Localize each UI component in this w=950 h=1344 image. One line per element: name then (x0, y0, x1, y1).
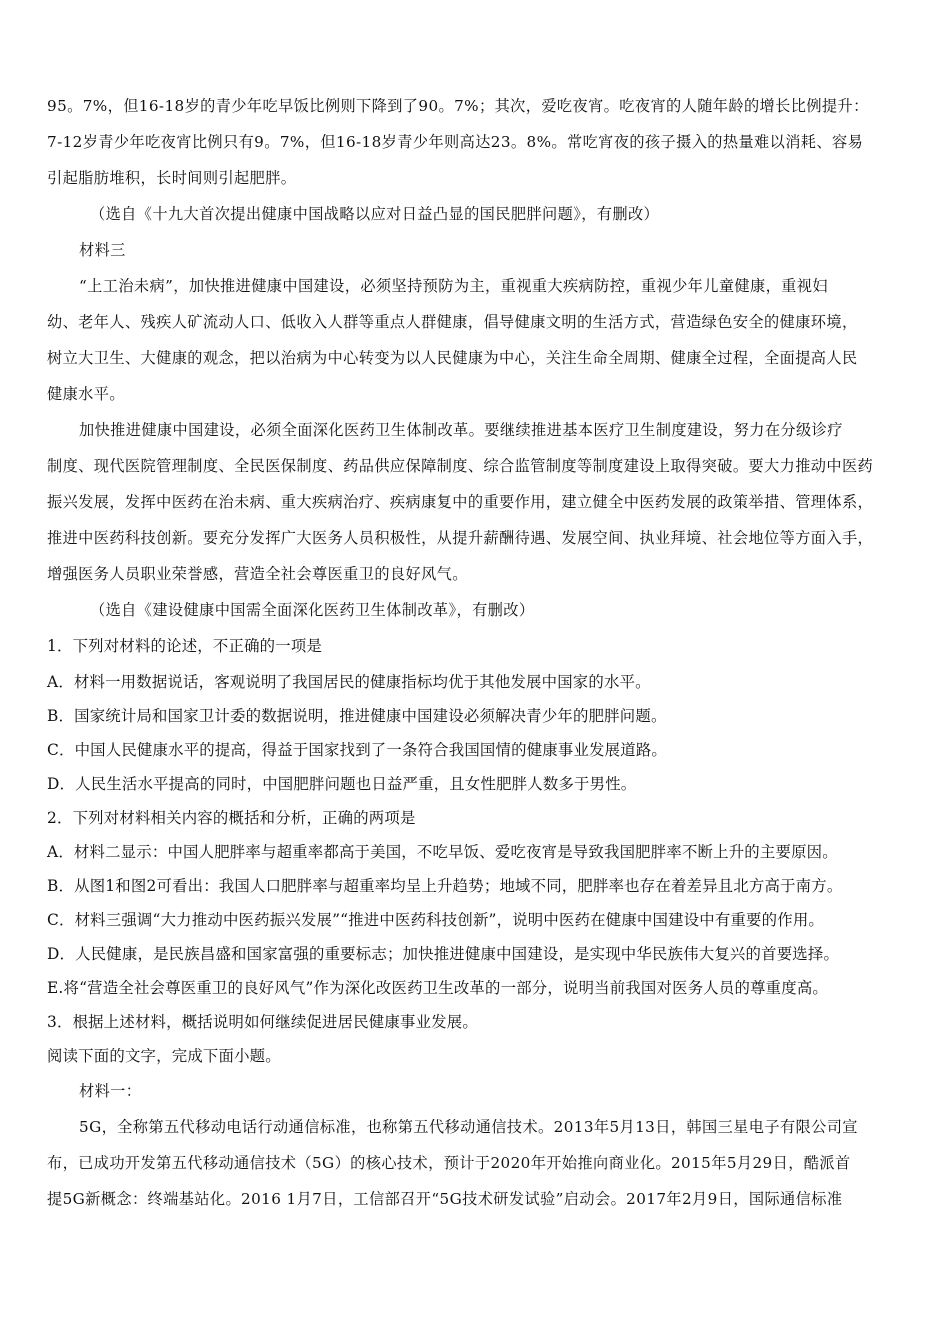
text-line: 增强医务人员职业荣誉感，营造全社会尊医重卫的良好风气。 (47, 565, 468, 583)
option-b: B．国家统计局和国家卫计委的数据说明，推进健康中国建设必须解决青少年的肥胖问题。 (47, 707, 667, 725)
text-line: 5G，全称第五代移动电话行动通信标准，也称第五代移动通信技术。2013年5月13日，韩国三星电子有限公司宣 (79, 1118, 858, 1136)
option-c: C．中国人民健康水平的提高，得益于国家找到了一条符合我国国情的健康事业发展道路。 (47, 741, 668, 759)
text-line: “上工治未病”，加快推进健康中国建设，必须坚持预防为主，重视重大疾病防控，重视少年儿童健康，重视妇 (79, 277, 828, 295)
text-line: 幼、老年人、残疾人矿流动人口、低收入人群等重点人群健康，倡导健康文明的生活方式，营造绿色安全的健康环境， (47, 313, 858, 331)
reading-instruction: 阅读下面的文字，完成下面小题。 (47, 1047, 281, 1065)
text-line: 健康水平。 (47, 385, 125, 403)
section-heading: 材料三 (79, 241, 126, 259)
option-d: D．人民生活水平提高的同时，中国肥胖问题也日益严重，且女性肥胖人数多于男性。 (47, 775, 637, 793)
option-b: B．从图1和图2可看出：我国人口肥胖率与超重率均呈上升趋势；地域不同，肥胖率也存在着差异且北方高于南方。 (47, 877, 843, 895)
text-line: 7-12岁青少年吃夜宵比例只有9。7%，但16-18岁青少年则高达23。8%。常吃宵夜的孩子摄入的热量难以消耗、容易 (47, 133, 864, 151)
question-1: 1．下列对材料的论述，不正确的一项是 (47, 637, 323, 655)
option-a: A．材料二显示：中国人肥胖率与超重率都高于美国，不吃早饭、爱吃夜宵是导致我国肥胖率不断上升的主要原因。 (47, 843, 838, 861)
text-line: 制度、现代医院管理制度、全民医保制度、药品供应保障制度、综合监管制度等制度建设上取得突破。要大力推动中医药 (47, 457, 874, 475)
text-line: 振兴发展，发挥中医药在治未病、重大疾病治疗、疾病康复中的重要作用，建立健全中医药发展的政策举措、管理体系， (47, 493, 874, 511)
question-3: 3．根据上述材料，概括说明如何继续促进居民健康事业发展。 (47, 1013, 478, 1031)
option-c: C．材料三强调“大力推动中医药振兴发展”“推进中医药科技创新”，说明中医药在健康中国建设中有重要的作用。 (47, 911, 825, 929)
source-citation: （选自《十九大首次提出健康中国战略以应对日益凸显的国民肥胖问题》，有删改） (90, 205, 660, 223)
section-heading: 材料一： (79, 1082, 142, 1100)
option-d: D．人民健康，是民族昌盛和国家富强的重要标志；加快推进健康中国建设，是实现中华民族伟大复兴的首要选择。 (47, 945, 840, 963)
text-line: 树立大卫生、大健康的观念，把以治病为中心转变为以人民健康为中心，关注生命全周期、健康全过程，全面提高人民 (47, 349, 858, 367)
question-2: 2．下列对材料相关内容的概括和分析，正确的两项是 (47, 809, 416, 827)
text-line: 引起脂肪堆积，长时间则引起肥胖。 (47, 169, 297, 187)
source-citation: （选自《建设健康中国需全面深化医药卫生体制改革》，有删改） (90, 601, 535, 619)
text-line: 加快推进健康中国建设，必须全面深化医药卫生体制改革。要继续推进基本医疗卫生制度建设，努力在分级诊疗 (79, 421, 843, 439)
text-line: 提5G新概念：终端基站化。2016 1月7日，工信部召开“5G技术研发试验”启动会。2017年2月9日，国际通信标准 (47, 1190, 843, 1208)
text-line: 95。7%，但16-18岁的青少年吃早饭比例则下降到了90。7%；其次，爱吃夜宵。吃夜宵的人随年龄的增长比例提升： (47, 97, 869, 115)
text-line: 布，已成功开发第五代移动通信技术（5G）的核心技术，预计于2020年开始推向商业化。2015年5月29日，酷派首 (47, 1154, 851, 1172)
option-a: A．材料一用数据说话，客观说明了我国居民的健康指标均优于其他发展中国家的水平。 (47, 673, 651, 691)
text-line: 推进中医药科技创新。要充分发挥广大医务人员积极性，从提升薪酬待遇、发展空间、执业拜境、社会地位等方面入手， (47, 529, 874, 547)
option-e: E.将“营造全社会尊医重卫的良好风气”作为深化改医药卫生改革的一部分，说明当前我国对医务人员的尊重度高。 (47, 979, 829, 997)
